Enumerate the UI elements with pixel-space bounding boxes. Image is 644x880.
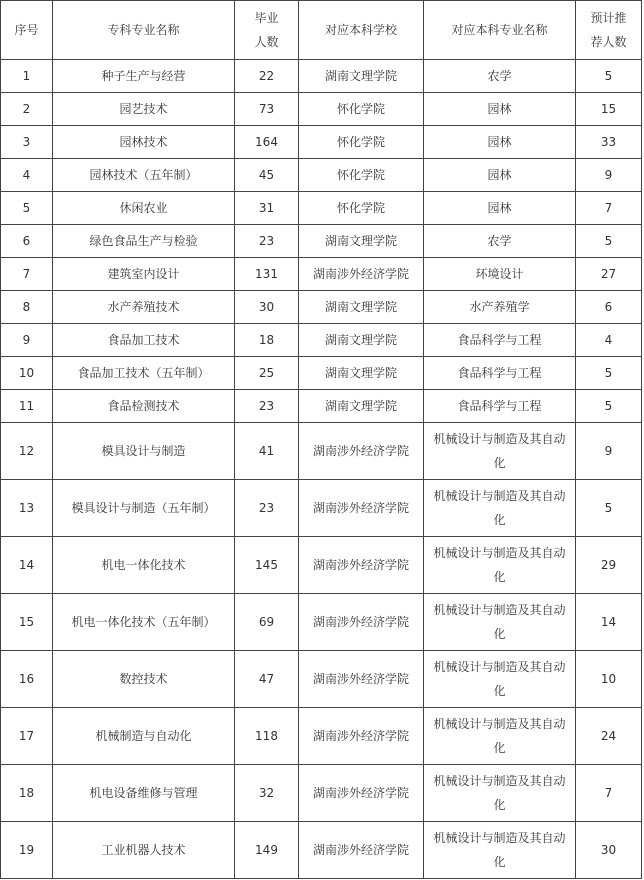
cell-program: 机械制造与自动化: [53, 708, 235, 765]
cell-major-line1: 机械设计与制造及其自动: [433, 717, 566, 731]
cell-index: 16: [1, 651, 53, 708]
table-row: [1, 390, 642, 423]
cell-recommend: 9: [576, 423, 642, 480]
cell-recommend: 15: [576, 93, 642, 126]
cell-graduates: 73: [235, 93, 299, 126]
cell-major-line2: 化: [493, 855, 506, 869]
cell-program: 园林技术: [53, 126, 235, 159]
cell-major: 食品科学与工程: [424, 324, 576, 357]
cell-index: 8: [1, 291, 53, 324]
cell-major: 园林: [424, 159, 576, 192]
cell-school: 怀化学院: [299, 126, 424, 159]
cell-program: 机电一体化技术: [53, 537, 235, 594]
table-row: [1, 423, 642, 480]
cell-graduates: 31: [235, 192, 299, 225]
cell-major-line2: 化: [493, 741, 506, 755]
cell-school: 湖南文理学院: [299, 291, 424, 324]
table-row: [1, 708, 642, 765]
cell-major-line1: 机械设计与制造及其自动: [433, 432, 566, 446]
table-row: [1, 291, 642, 324]
cell-recommend: 9: [576, 159, 642, 192]
cell-graduates: 23: [235, 225, 299, 258]
cell-index: 10: [1, 357, 53, 390]
table-row: [1, 480, 642, 537]
cell-recommend: 7: [576, 765, 642, 822]
header-row: [1, 1, 642, 60]
cell-recommend: 5: [576, 480, 642, 537]
cell-major: [424, 765, 576, 822]
cell-recommend: 6: [576, 291, 642, 324]
cell-program: 模具设计与制造: [53, 423, 235, 480]
cell-school: 湖南涉外经济学院: [299, 822, 424, 879]
cell-graduates: 131: [235, 258, 299, 291]
cell-index: 9: [1, 324, 53, 357]
cell-program: 种子生产与经营: [53, 60, 235, 93]
cell-major: [424, 708, 576, 765]
cell-major-line2: 化: [493, 570, 506, 584]
cell-major-line2: 化: [493, 627, 506, 641]
cell-recommend: 5: [576, 357, 642, 390]
cell-index: 14: [1, 537, 53, 594]
cell-school: 怀化学院: [299, 159, 424, 192]
cell-school: 湖南文理学院: [299, 225, 424, 258]
cell-recommend: 5: [576, 225, 642, 258]
cell-index: 2: [1, 93, 53, 126]
cell-school: 湖南涉外经济学院: [299, 258, 424, 291]
table-row: [1, 765, 642, 822]
table-row: [1, 822, 642, 879]
cell-school: 湖南涉外经济学院: [299, 594, 424, 651]
table-row: [1, 225, 642, 258]
cell-graduates: 41: [235, 423, 299, 480]
cell-major: 食品科学与工程: [424, 390, 576, 423]
cell-index: 13: [1, 480, 53, 537]
cell-program: 园艺技术: [53, 93, 235, 126]
cell-recommend: 7: [576, 192, 642, 225]
cell-recommend: 10: [576, 651, 642, 708]
cell-major: [424, 423, 576, 480]
cell-graduates: 18: [235, 324, 299, 357]
cell-graduates: 25: [235, 357, 299, 390]
table-row: [1, 93, 642, 126]
cell-major: [424, 537, 576, 594]
table-row: [1, 258, 642, 291]
cell-school: 湖南涉外经济学院: [299, 480, 424, 537]
cell-program: 模具设计与制造（五年制）: [53, 480, 235, 537]
cell-school: 湖南文理学院: [299, 390, 424, 423]
cell-recommend: 33: [576, 126, 642, 159]
cell-program: 园林技术（五年制）: [53, 159, 235, 192]
table-row: [1, 594, 642, 651]
cell-recommend: 24: [576, 708, 642, 765]
header-recommend: [576, 1, 642, 60]
cell-index: 19: [1, 822, 53, 879]
cell-school: 湖南文理学院: [299, 357, 424, 390]
header-school: 对应本科学校: [299, 1, 424, 60]
cell-major-line2: 化: [493, 456, 506, 470]
cell-major: [424, 822, 576, 879]
header-major: 对应本科专业名称: [424, 1, 576, 60]
cell-major-line1: 机械设计与制造及其自动: [433, 660, 566, 674]
cell-index: 17: [1, 708, 53, 765]
cell-school: 湖南涉外经济学院: [299, 708, 424, 765]
header-recommend-line1: 预计推: [590, 11, 627, 25]
cell-recommend: 14: [576, 594, 642, 651]
cell-major-line2: 化: [493, 513, 506, 527]
cell-program: 食品加工技术: [53, 324, 235, 357]
table-row: [1, 651, 642, 708]
cell-graduates: 145: [235, 537, 299, 594]
header-graduates-line1: 毕业: [254, 11, 279, 25]
cell-school: 湖南涉外经济学院: [299, 423, 424, 480]
cell-school: 湖南涉外经济学院: [299, 765, 424, 822]
cell-school: 湖南文理学院: [299, 324, 424, 357]
cell-graduates: 30: [235, 291, 299, 324]
cell-school: 湖南涉外经济学院: [299, 537, 424, 594]
cell-program: 食品加工技术（五年制）: [53, 357, 235, 390]
cell-program: 工业机器人技术: [53, 822, 235, 879]
cell-graduates: 69: [235, 594, 299, 651]
cell-index: 11: [1, 390, 53, 423]
table-row: [1, 537, 642, 594]
cell-program: 休闲农业: [53, 192, 235, 225]
cell-major: [424, 651, 576, 708]
cell-index: 7: [1, 258, 53, 291]
cell-recommend: 5: [576, 60, 642, 93]
table-body: [1, 60, 642, 879]
cell-major-line2: 化: [493, 684, 506, 698]
cell-recommend: 5: [576, 390, 642, 423]
cell-school: 湖南涉外经济学院: [299, 651, 424, 708]
table-row: [1, 126, 642, 159]
table-row: [1, 192, 642, 225]
cell-graduates: 118: [235, 708, 299, 765]
table-header: [1, 1, 642, 60]
cell-major-line1: 机械设计与制造及其自动: [433, 603, 566, 617]
cell-major: 农学: [424, 225, 576, 258]
cell-graduates: 23: [235, 390, 299, 423]
cell-index: 15: [1, 594, 53, 651]
cell-index: 12: [1, 423, 53, 480]
header-graduates: [235, 1, 299, 60]
cell-index: 6: [1, 225, 53, 258]
cell-major-line1: 机械设计与制造及其自动: [433, 831, 566, 845]
cell-index: 3: [1, 126, 53, 159]
cell-major: 环境设计: [424, 258, 576, 291]
table-row: [1, 60, 642, 93]
cell-major-line1: 机械设计与制造及其自动: [433, 546, 566, 560]
cell-recommend: 29: [576, 537, 642, 594]
cell-program: 水产养殖技术: [53, 291, 235, 324]
cell-major: [424, 480, 576, 537]
cell-index: 5: [1, 192, 53, 225]
table-row: [1, 324, 642, 357]
cell-major: 园林: [424, 126, 576, 159]
cell-major-line2: 化: [493, 798, 506, 812]
cell-major: [424, 594, 576, 651]
cell-major-line1: 机械设计与制造及其自动: [433, 489, 566, 503]
cell-graduates: 149: [235, 822, 299, 879]
cell-school: 怀化学院: [299, 192, 424, 225]
cell-graduates: 45: [235, 159, 299, 192]
cell-recommend: 4: [576, 324, 642, 357]
cell-major: 水产养殖学: [424, 291, 576, 324]
header-program: 专科专业名称: [53, 1, 235, 60]
table-row: [1, 159, 642, 192]
cell-school: 怀化学院: [299, 93, 424, 126]
header-index: 序号: [1, 1, 53, 60]
cell-recommend: 30: [576, 822, 642, 879]
cell-index: 18: [1, 765, 53, 822]
cell-graduates: 32: [235, 765, 299, 822]
cell-graduates: 164: [235, 126, 299, 159]
table-row: [1, 357, 642, 390]
cell-graduates: 47: [235, 651, 299, 708]
cell-major-line1: 机械设计与制造及其自动: [433, 774, 566, 788]
cell-program: 绿色食品生产与检验: [53, 225, 235, 258]
header-recommend-line2: 荐人数: [590, 35, 627, 49]
cell-program: 建筑室内设计: [53, 258, 235, 291]
cell-school: 湖南文理学院: [299, 60, 424, 93]
cell-major: 食品科学与工程: [424, 357, 576, 390]
cell-major: 农学: [424, 60, 576, 93]
cell-index: 1: [1, 60, 53, 93]
cell-major: 园林: [424, 93, 576, 126]
cell-program: 机电一体化技术（五年制）: [53, 594, 235, 651]
cell-program: 食品检测技术: [53, 390, 235, 423]
cell-index: 4: [1, 159, 53, 192]
cell-graduates: 22: [235, 60, 299, 93]
cell-program: 数控技术: [53, 651, 235, 708]
cell-graduates: 23: [235, 480, 299, 537]
cell-recommend: 27: [576, 258, 642, 291]
header-graduates-line2: 人数: [254, 35, 279, 49]
cell-program: 机电设备维修与管理: [53, 765, 235, 822]
cell-major: 园林: [424, 192, 576, 225]
